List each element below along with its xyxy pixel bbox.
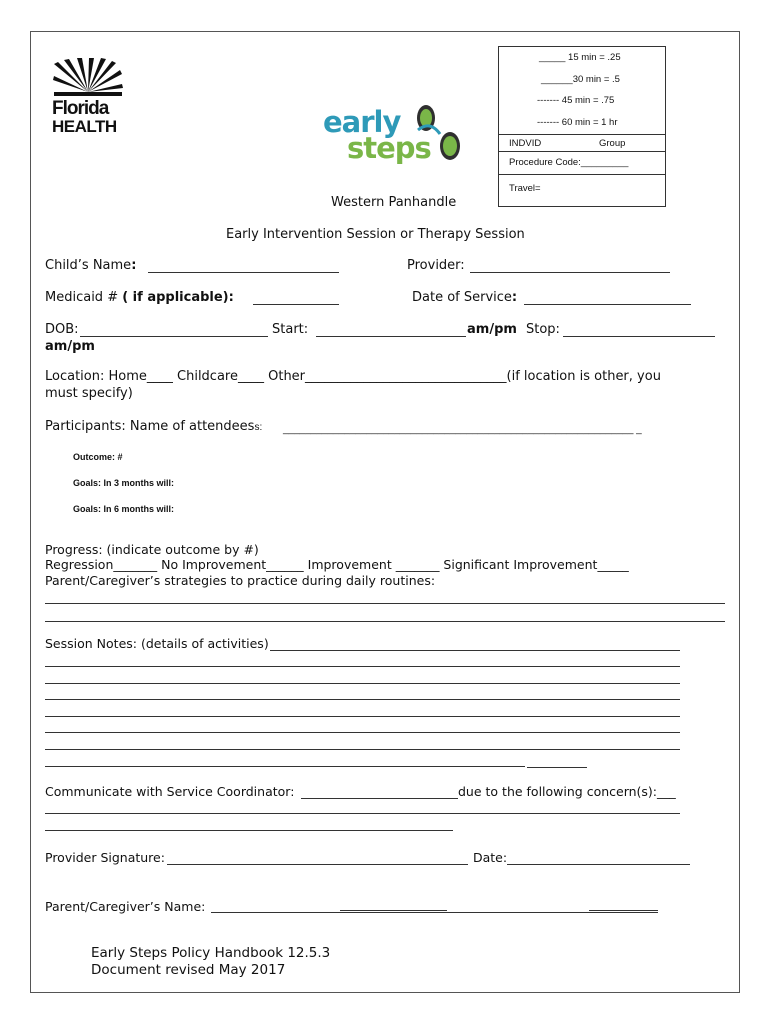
- billing-group[interactable]: Group: [599, 138, 626, 149]
- strategies-line[interactable]: [45, 621, 725, 622]
- location-line2: must specify): [45, 386, 133, 401]
- provider-line[interactable]: [470, 272, 670, 273]
- start-label: Start:: [272, 322, 309, 337]
- stop-ampm: am/pm: [45, 339, 95, 354]
- provider-signature-label: Provider Signature:: [45, 850, 165, 865]
- stop-label: Stop:: [526, 322, 560, 337]
- procedure-code-field[interactable]: Procedure Code:_________: [509, 157, 629, 168]
- billing-divider: [499, 134, 665, 135]
- billing-45min[interactable]: ------- 45 min = .75: [537, 95, 615, 106]
- footer: [91, 945, 330, 979]
- strategies-line[interactable]: [45, 603, 725, 604]
- date-of-service-colon: :: [511, 290, 518, 305]
- billing-divider: [499, 151, 665, 152]
- goals-6-months-label: Goals: In 6 months will:: [73, 504, 175, 514]
- provider-signature-line[interactable]: [167, 864, 468, 865]
- dob-label: DOB:: [45, 322, 79, 337]
- communicate-label: Communicate with Service Coordinator:: [45, 784, 295, 799]
- footer-handbook: Early Steps Policy Handbook 12.5.3: [91, 945, 331, 961]
- parent-name-line[interactable]: [211, 912, 658, 913]
- childs-name-label: [45, 258, 136, 273]
- parent-name-line-mark: [589, 910, 658, 911]
- participants-line[interactable]: _______________________________________________________________ _: [283, 424, 642, 435]
- outcome-label: Outcome: #: [73, 452, 123, 462]
- goals-3-months-label: Goals: In 3 months will:: [73, 478, 175, 488]
- region-label: Western Panhandle: [331, 195, 457, 210]
- session-notes-line[interactable]: [45, 716, 680, 717]
- medicaid-line[interactable]: [253, 304, 339, 305]
- progress-ratings[interactable]: Regression_______ No Improvement______ Improvement _______ Significant Improvement_____: [45, 557, 629, 572]
- form-title: Early Intervention Session or Therapy Session: [226, 227, 525, 242]
- session-notes-line[interactable]: [527, 767, 587, 768]
- billing-15min[interactable]: _____ 15 min = .25: [539, 52, 621, 63]
- date-of-service-text: Date of Service: [412, 290, 512, 305]
- early-steps-logo-early: early: [323, 105, 401, 139]
- signature-date-line[interactable]: [507, 864, 690, 865]
- location-line1[interactable]: Location: Home____ Childcare____ Other_______________________________(if location is other, you: [45, 369, 661, 384]
- date-of-service-label: [412, 290, 517, 305]
- billing-indvid[interactable]: INDVID: [509, 138, 542, 149]
- if-applicable-text: ( if applicable):: [122, 290, 234, 305]
- signature-date-label: Date:: [473, 850, 508, 865]
- communicate-line[interactable]: [301, 798, 458, 799]
- travel-field[interactable]: Travel=: [509, 183, 541, 194]
- concerns-line[interactable]: [45, 813, 680, 814]
- start-ampm: am/pm: [467, 322, 517, 337]
- concerns-line[interactable]: [45, 830, 453, 831]
- stop-line[interactable]: [563, 336, 715, 337]
- billing-time-box: [498, 46, 666, 207]
- session-notes-line[interactable]: [45, 732, 680, 733]
- provider-label: Provider:: [407, 258, 465, 273]
- session-notes-label: Session Notes: (details of activities): [45, 636, 269, 651]
- session-notes-line[interactable]: [45, 683, 680, 684]
- billing-30min[interactable]: ______30 min = .5: [541, 74, 620, 85]
- date-of-service-line[interactable]: [524, 304, 691, 305]
- participants-text: Participants: Name of attendees: [45, 419, 255, 434]
- participants-label: [45, 419, 262, 434]
- session-notes-line[interactable]: [45, 666, 680, 667]
- early-steps-logo-steps: steps: [347, 131, 431, 165]
- billing-60min[interactable]: ------- 60 min = 1 hr: [537, 117, 618, 128]
- participants-suffix: s:: [254, 422, 263, 433]
- parent-name-line-mark: [340, 910, 447, 911]
- session-notes-line[interactable]: [45, 766, 525, 767]
- footer-revised: Document revised May 2017: [91, 962, 286, 978]
- strategies-label: Parent/Caregiver’s strategies to practice during daily routines:: [45, 573, 436, 588]
- florida-health-logo-line2: HEALTH: [52, 117, 117, 136]
- medicaid-label: [45, 290, 234, 305]
- session-notes-line[interactable]: [270, 650, 680, 651]
- dob-line[interactable]: [80, 336, 268, 337]
- childs-name-text: Child’s Name: [45, 258, 132, 273]
- progress-label: Progress: (indicate outcome by #): [45, 542, 259, 557]
- start-line[interactable]: [316, 336, 466, 337]
- medicaid-text: Medicaid #: [45, 290, 123, 305]
- communicate-concerns-label: due to the following concern(s):___: [458, 784, 676, 799]
- session-notes-line[interactable]: [45, 749, 680, 750]
- childs-name-line[interactable]: [148, 272, 339, 273]
- florida-health-logo-line1: Florida: [52, 98, 109, 119]
- parent-name-label: Parent/Caregiver’s Name:: [45, 899, 206, 914]
- session-notes-line[interactable]: [45, 699, 680, 700]
- childs-name-colon: :: [131, 258, 137, 273]
- billing-divider: [499, 174, 665, 175]
